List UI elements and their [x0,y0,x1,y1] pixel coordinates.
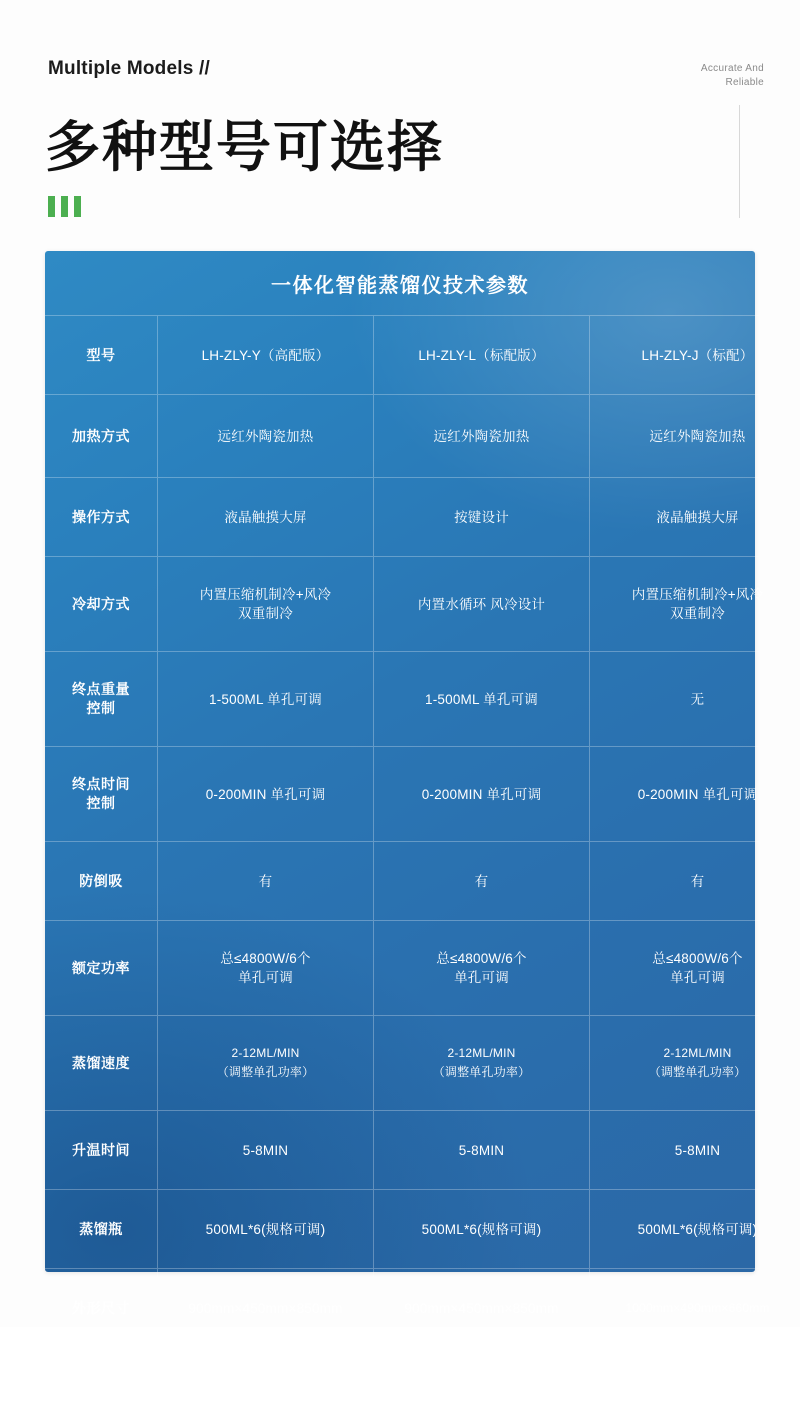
spec-table-title: 一体化智能蒸馏仪技术参数 [45,251,755,315]
row-value-col1: 2-12ML/MIN （调整单孔功率） [158,1016,374,1111]
row-value-col1: 1-500ML 单孔可调 [158,652,374,747]
row-value-col2: 内置水循环 风冷设计 [374,557,590,652]
row-value-col3: LH-ZLY-J（标配） [590,316,805,395]
accent-dash-1 [48,196,55,217]
row-label: 防倒吸 [45,842,158,921]
row-value-col3: 无 [590,652,805,747]
table-row [45,316,805,395]
row-value-col3: AC220V/50HZ [590,1348,805,1426]
table-row [45,1348,805,1426]
row-value-col2: 远红外陶瓷加热 [374,395,590,478]
header-tagline-line1: Accurate And [634,62,764,76]
row-value-col2: 1-500ML 单孔可调 [374,652,590,747]
row-value-col2: 2-12ML/MIN （调整单孔功率） [374,1016,590,1111]
spec-table-card [45,251,755,1272]
row-value-col3: 液晶触摸大屏 [590,478,805,557]
row-label: 额定功率 [45,921,158,1016]
row-value-col2: LH-ZLY-L（标配版） [374,316,590,395]
table-row [45,1190,805,1269]
row-label: 升温时间 [45,1111,158,1190]
row-value-col1: 900mm×450mm×850mm [158,1269,374,1348]
table-row [45,1016,805,1111]
accent-dash-3 [74,196,81,217]
header-divider [739,105,740,218]
row-value-col1: LH-ZLY-Y（高配版） [158,316,374,395]
row-value-col2: 总≤4800W/6个 单孔可调 [374,921,590,1016]
row-value-col1: AC220V/50HZ [158,1348,374,1426]
row-value-col3: 有 [590,842,805,921]
table-row [45,921,805,1016]
row-value-col3: 1000mm×490mm×660mm [590,1269,805,1348]
accent-dashes [48,196,81,217]
row-label: 加热方式 [45,395,158,478]
table-row [45,652,805,747]
table-row [45,478,805,557]
row-label: 型号 [45,316,158,395]
row-label: 蒸馏速度 [45,1016,158,1111]
table-row [45,395,805,478]
row-label: 操作方式 [45,478,158,557]
row-value-col1: 5-8MIN [158,1111,374,1190]
row-value-col3: 总≤4800W/6个 单孔可调 [590,921,805,1016]
row-value-col1: 总≤4800W/6个 单孔可调 [158,921,374,1016]
row-value-col2: 按键设计 [374,478,590,557]
row-value-col3: 5-8MIN [590,1111,805,1190]
spec-table [45,315,805,1426]
row-value-col1: 液晶触摸大屏 [158,478,374,557]
row-value-col1: 0-200MIN 单孔可调 [158,747,374,842]
row-value-col1: 远红外陶瓷加热 [158,395,374,478]
page-header [0,0,800,235]
row-value-col1: 内置压缩机制冷+风冷 双重制冷 [158,557,374,652]
row-value-col2: 900mm×450mm×850mm [374,1269,590,1348]
table-row [45,557,805,652]
table-row [45,1269,805,1348]
row-value-col2: 500ML*6(规格可调) [374,1190,590,1269]
header-tagline [634,62,764,90]
page-title: 多种型号可选择 [45,103,444,182]
row-value-col2: 5-8MIN [374,1111,590,1190]
row-value-col2: 0-200MIN 单孔可调 [374,747,590,842]
row-label: 额定电压 [45,1348,158,1426]
row-value-col1: 500ML*6(规格可调) [158,1190,374,1269]
spec-table-body [45,316,805,1426]
accent-dash-2 [61,196,68,217]
row-label: 蒸馏瓶 [45,1190,158,1269]
row-value-col3: 远红外陶瓷加热 [590,395,805,478]
row-label: 终点时间 控制 [45,747,158,842]
row-label: 终点重量 控制 [45,652,158,747]
row-value-col3: 500ML*6(规格可调) [590,1190,805,1269]
header-tagline-line2: Reliable [634,76,764,90]
row-label: 冷却方式 [45,557,158,652]
row-value-col3: 内置压缩机制冷+风冷 双重制冷 [590,557,805,652]
row-value-col3: 2-12ML/MIN （调整单孔功率） [590,1016,805,1111]
row-value-col1: 有 [158,842,374,921]
row-label: 外形尺寸 [45,1269,158,1348]
row-value-col2: AC220V/50HZ [374,1348,590,1426]
row-value-col2: 有 [374,842,590,921]
row-value-col3: 0-200MIN 单孔可调 [590,747,805,842]
table-row [45,747,805,842]
table-row [45,842,805,921]
table-row [45,1111,805,1190]
header-eyebrow: Multiple Models // [48,58,210,80]
